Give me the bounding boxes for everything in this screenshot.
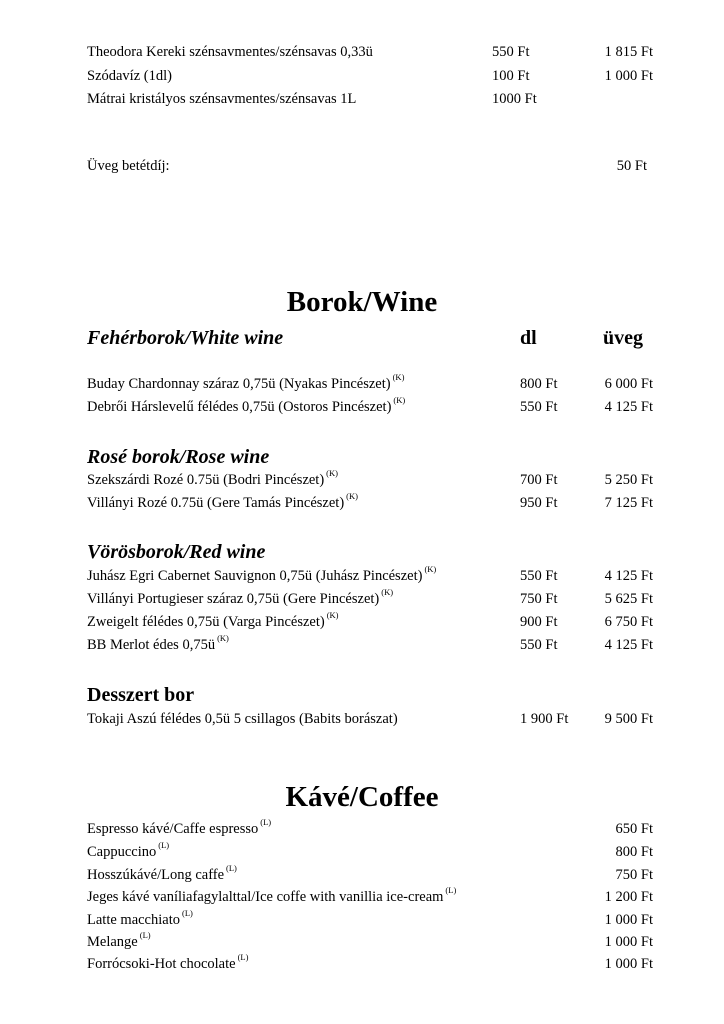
price-bottle: 7 125 Ft bbox=[604, 495, 653, 511]
subheading-white-wine: Fehérborok/White wine bbox=[87, 327, 284, 349]
item-price-bottle: 1 815 Ft bbox=[604, 44, 653, 60]
allergen-mark: (K) bbox=[393, 395, 406, 405]
item-name: Villányi Rozé 0.75ü (Gere Tamás Pincészet) bbox=[87, 495, 345, 511]
allergen-mark: (L) bbox=[445, 885, 457, 895]
price-bottle: 5 250 Ft bbox=[604, 472, 653, 488]
allergen-mark: (K) bbox=[326, 610, 339, 620]
item-price: 1000 Ft bbox=[492, 91, 537, 107]
item-price: 1 200 Ft bbox=[604, 889, 653, 905]
item-name: Mátrai kristályos szénsavmentes/szénsavas 1L bbox=[87, 91, 357, 107]
allergen-mark: (K) bbox=[392, 372, 405, 382]
item-name: Buday Chardonnay száraz 0,75ü (Nyakas Pincészet) bbox=[87, 376, 391, 392]
item-name: Szekszárdi Rozé 0.75ü (Bodri Pincészet) bbox=[87, 472, 325, 488]
price-bottle: 6 750 Ft bbox=[604, 614, 653, 630]
item-name: Latte macchiato bbox=[87, 912, 180, 928]
item-price: 1 000 Ft bbox=[604, 956, 653, 972]
price-bottle: 4 125 Ft bbox=[604, 568, 653, 584]
item-price: 800 Ft bbox=[615, 844, 653, 860]
item-name: Villányi Portugieser száraz 0,75ü (Gere Pincészet) bbox=[87, 591, 380, 607]
column-header-dl: dl bbox=[520, 327, 537, 349]
price-bottle: 5 625 Ft bbox=[604, 591, 653, 607]
allergen-mark: (K) bbox=[424, 564, 437, 574]
item-name: Theodora Kereki szénsavmentes/szénsavas 0,33ü bbox=[87, 44, 373, 60]
item-price-bottle: 1 000 Ft bbox=[604, 68, 653, 84]
price-dl: 550 Ft bbox=[520, 568, 558, 584]
allergen-mark: (L) bbox=[182, 908, 193, 918]
item-price: 550 Ft bbox=[492, 44, 530, 60]
item-name: Melange bbox=[87, 934, 138, 950]
price-bottle: 4 125 Ft bbox=[604, 399, 653, 415]
item-name: Cappuccino bbox=[87, 844, 157, 860]
section-title-wine: Borok/Wine bbox=[286, 286, 438, 318]
subheading-red-wine: Vörösborok/Red wine bbox=[87, 541, 266, 563]
subheading-dessert-wine: Desszert bor bbox=[87, 684, 195, 706]
price-bottle: 9 500 Ft bbox=[604, 711, 653, 727]
allergen-mark: (K) bbox=[346, 491, 358, 501]
price-dl: 950 Ft bbox=[520, 495, 558, 511]
item-price: 1 000 Ft bbox=[604, 912, 653, 928]
price-bottle: 6 000 Ft bbox=[604, 376, 653, 392]
deposit-label: Üveg betétdíj: bbox=[87, 158, 170, 174]
item-price: 1 000 Ft bbox=[604, 934, 653, 950]
item-name: Espresso kávé/Caffe espresso bbox=[87, 821, 259, 837]
item-name: BB Merlot édes 0,75ü bbox=[87, 637, 216, 653]
item-name: Debrői Hárslevelű félédes 0,75ü (Ostoros Pincészet) bbox=[87, 399, 392, 415]
item-name: Zweigelt félédes 0,75ü (Varga Pincészet) bbox=[87, 614, 325, 630]
item-name: Hosszúkávé/Long caffe bbox=[87, 867, 225, 883]
price-dl: 750 Ft bbox=[520, 591, 558, 607]
price-bottle: 4 125 Ft bbox=[604, 637, 653, 653]
price-dl: 900 Ft bbox=[520, 614, 558, 630]
allergen-mark: (L) bbox=[237, 952, 249, 962]
deposit-price: 50 Ft bbox=[616, 158, 647, 174]
section-title-coffee: Kávé/Coffee bbox=[285, 781, 439, 813]
item-name: Juhász Egri Cabernet Sauvignon 0,75ü (Juhász Pincészet) bbox=[87, 568, 423, 584]
item-price: 100 Ft bbox=[492, 68, 530, 84]
allergen-mark: (K) bbox=[381, 587, 394, 597]
allergen-mark: (L) bbox=[260, 817, 272, 827]
item-name: Forrócsoki-Hot chocolate bbox=[87, 956, 236, 972]
allergen-mark: (L) bbox=[158, 840, 170, 850]
allergen-mark: (K) bbox=[217, 633, 229, 643]
item-name: Szódavíz (1dl) bbox=[87, 68, 172, 84]
allergen-mark: (L) bbox=[139, 930, 151, 940]
subheading-rose-wine: Rosé borok/Rose wine bbox=[87, 446, 270, 468]
item-price: 650 Ft bbox=[615, 821, 653, 837]
allergen-mark: (L) bbox=[226, 863, 237, 873]
price-dl: 550 Ft bbox=[520, 637, 558, 653]
price-dl: 550 Ft bbox=[520, 399, 558, 415]
column-header-bottle: üveg bbox=[603, 327, 643, 349]
price-dl: 1 900 Ft bbox=[520, 711, 569, 727]
item-name: Jeges kávé vaníliafagylalttal/Ice coffe with vanillia ice-cream bbox=[87, 889, 444, 905]
item-price: 750 Ft bbox=[615, 867, 653, 883]
item-name: Tokaji Aszú félédes 0,5ü 5 csillagos (Babits borászat) bbox=[87, 711, 398, 727]
price-dl: 700 Ft bbox=[520, 472, 558, 488]
price-dl: 800 Ft bbox=[520, 376, 558, 392]
allergen-mark: (K) bbox=[326, 468, 338, 478]
